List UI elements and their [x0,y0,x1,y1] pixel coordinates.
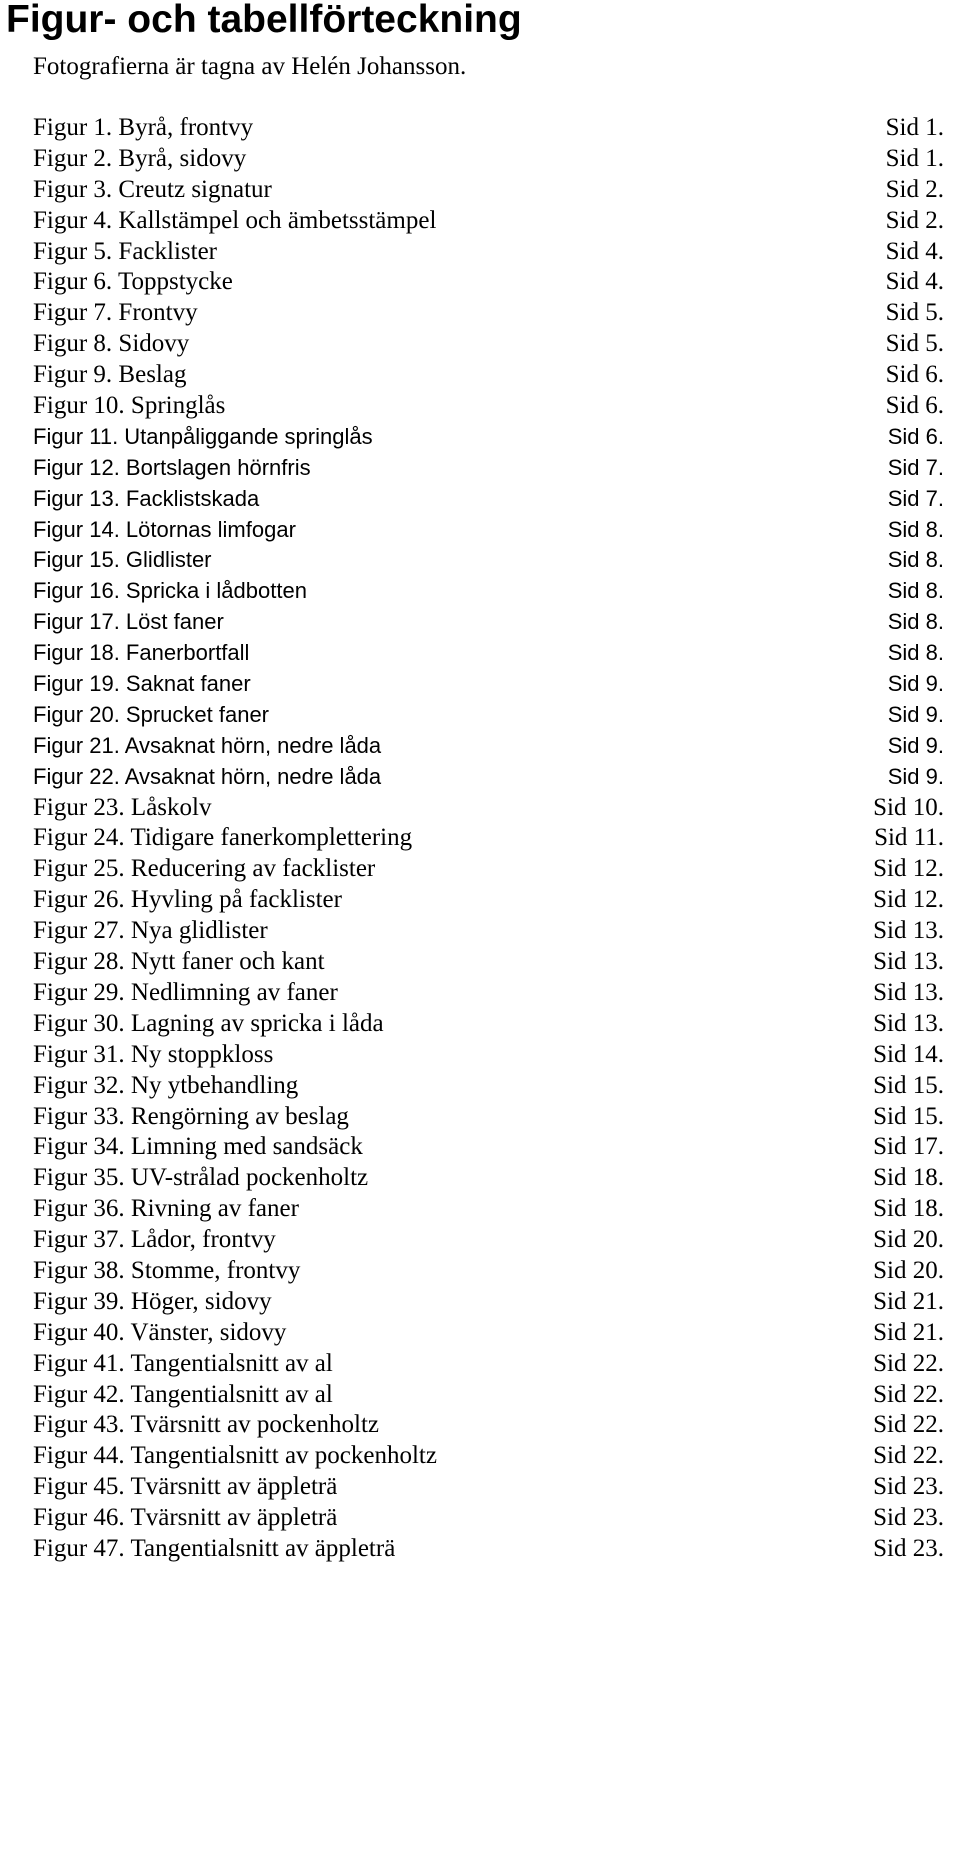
figure-page-number: Sid 23. [873,1473,944,1501]
figure-page-number: Sid 22. [873,1349,944,1377]
figure-label: Figur 6. Toppstycke [33,268,233,296]
figure-label: Figur 31. Ny stoppkloss [33,1040,274,1068]
list-item [0,885,960,916]
list-item [0,237,960,268]
figure-page-number: Sid 1. [885,114,944,141]
list-item [0,947,960,978]
figure-label: Figur 11. Utanpåliggande springlås [33,423,373,449]
figure-page-number: Sid 6. [885,392,944,420]
figure-label: Figur 30. Lagning av spricka i låda [33,1009,384,1037]
figure-label: Figur 16. Spricka i lådbotten [33,578,307,604]
list-item [0,329,960,360]
figure-label: Figur 13. Facklistskada [33,485,260,511]
list-item [0,422,960,453]
figure-label: Figur 41. Tangentialsnitt av al [33,1349,333,1377]
figure-page-number: Sid 12. [873,886,944,914]
list-item [0,1380,960,1411]
list-item [0,638,960,669]
figure-label: Figur 27. Nya glidlister [33,917,268,945]
figure-page-number: Sid 8. [887,516,944,542]
list-item [0,1225,960,1256]
figure-page-number: Sid 2. [885,175,944,203]
list-item [0,1194,960,1225]
figure-label: Figur 12. Bortslagen hörnfris [33,454,311,480]
page-title: Figur- och tabellförteckning [6,0,522,41]
photo-credit-note: Fotografierna är tagna av Helén Johansson. [33,53,467,80]
figure-page-number: Sid 8. [887,640,944,666]
figure-label: Figur 35. UV-strålad pockenholtz [33,1164,369,1192]
figure-page-number: Sid 1. [885,144,944,172]
figure-page-number: Sid 14. [873,1040,944,1068]
figure-page-number: Sid 8. [887,578,944,604]
figure-page-number: Sid 4. [885,237,944,265]
list-item [0,1040,960,1071]
figure-label: Figur 46. Tvärsnitt av äppleträ [33,1504,338,1532]
figure-label: Figur 26. Hyvling på facklister [33,886,342,914]
figure-page-number: Sid 18. [873,1195,944,1223]
list-item [0,360,960,391]
figure-label: Figur 33. Rengörning av beslag [33,1102,349,1130]
list-item [0,1009,960,1040]
list-item [0,515,960,546]
figure-label: Figur 43. Tvärsnitt av pockenholtz [33,1411,380,1439]
list-item [0,298,960,329]
figure-page-number: Sid 5. [885,299,944,327]
figure-label: Figur 34. Limning med sandsäck [33,1133,363,1161]
figure-page-number: Sid 8. [887,547,944,573]
figure-label: Figur 23. Låskolv [33,793,212,821]
figure-label: Figur 22. Avsaknat hörn, nedre låda [33,763,382,789]
figure-page-number: Sid 5. [885,330,944,358]
list-item [0,978,960,1009]
figure-label: Figur 21. Avsaknat hörn, nedre låda [33,732,382,758]
figure-label: Figur 10. Springlås [33,392,226,420]
figure-label: Figur 18. Fanerbortfall [33,640,250,666]
figure-page-number: Sid 9. [887,671,944,697]
list-item [0,484,960,515]
figure-label: Figur 32. Ny ytbehandling [33,1071,299,1099]
figure-page-number: Sid 21. [873,1287,944,1315]
figure-page-number: Sid 4. [885,268,944,296]
figure-label: Figur 19. Saknat faner [33,671,251,697]
list-item [0,391,960,422]
figure-page-number: Sid 23. [873,1504,944,1532]
figure-label: Figur 44. Tangentialsnitt av pockenholtz [33,1442,437,1470]
figure-label: Figur 47. Tangentialsnitt av äppleträ [33,1534,396,1562]
list-item [0,669,960,700]
figure-page-number: Sid 10. [873,793,944,821]
figure-page-number: Sid 13. [873,978,944,1006]
list-item [0,1503,960,1534]
figure-label: Figur 38. Stomme, frontvy [33,1256,301,1284]
figure-page-number: Sid 15. [873,1102,944,1130]
figure-label: Figur 9. Beslag [33,361,187,389]
figure-label: Figur 28. Nytt faner och kant [33,948,325,976]
figure-page-number: Sid 9. [887,732,944,758]
figure-label: Figur 42. Tangentialsnitt av al [33,1380,333,1408]
figure-label: Figur 24. Tidigare fanerkomplettering [33,824,413,852]
figure-page-number: Sid 23. [873,1534,944,1562]
figure-page-number: Sid 6. [885,361,944,389]
figure-page-number: Sid 15. [873,1071,944,1099]
figure-page-number: Sid 6. [887,423,944,449]
list-item [0,793,960,824]
figure-page-number: Sid 12. [873,855,944,883]
figure-label: Figur 36. Rivning av faner [33,1195,299,1223]
list-item [0,267,960,298]
figure-page-number: Sid 22. [873,1411,944,1439]
list-item [0,854,960,885]
list-item [0,144,960,175]
list-item [0,1071,960,1102]
list-item [0,916,960,947]
list-item [0,731,960,762]
figure-page-number: Sid 20. [873,1256,944,1284]
figure-label: Figur 39. Höger, sidovy [33,1287,272,1315]
list-item [0,1410,960,1441]
list-item [0,823,960,854]
figure-label: Figur 45. Tvärsnitt av äppleträ [33,1473,338,1501]
figure-label: Figur 8. Sidovy [33,330,190,358]
list-item [0,1132,960,1163]
figure-label: Figur 3. Creutz signatur [33,175,272,203]
figure-label: Figur 7. Frontvy [33,299,198,327]
figure-page-number: Sid 13. [873,948,944,976]
list-item [0,545,960,576]
list-item [0,206,960,237]
figure-page-number: Sid 2. [885,206,944,234]
list-item [0,1256,960,1287]
figure-label: Figur 15. Glidlister [33,547,212,573]
figure-list [0,113,960,1565]
list-item [0,1441,960,1472]
figure-label: Figur 37. Lådor, frontvy [33,1226,276,1254]
figure-page-number: Sid 17. [873,1133,944,1161]
figure-page-number: Sid 9. [887,763,944,789]
list-item [0,453,960,484]
list-item [0,1163,960,1194]
list-item [0,1287,960,1318]
figure-page-number: Sid 20. [873,1226,944,1254]
figure-page-number: Sid 11. [874,824,944,852]
figure-page-number: Sid 22. [873,1442,944,1470]
list-item [0,700,960,731]
list-item [0,1534,960,1565]
list-item [0,607,960,638]
figure-label: Figur 4. Kallstämpel och ämbetsstämpel [33,206,437,234]
figure-page-number: Sid 9. [887,701,944,727]
list-item [0,576,960,607]
figure-label: Figur 25. Reducering av facklister [33,855,376,883]
figure-label: Figur 20. Sprucket faner [33,701,270,727]
figure-label: Figur 40. Vänster, sidovy [33,1318,287,1346]
figure-page-number: Sid 8. [887,609,944,635]
list-item [0,762,960,793]
figure-label: Figur 1. Byrå, frontvy [33,114,254,141]
figure-label: Figur 2. Byrå, sidovy [33,144,247,172]
figure-label: Figur 5. Facklister [33,237,218,265]
figure-page-number: Sid 7. [887,454,944,480]
figure-label: Figur 17. Löst faner [33,609,224,635]
figure-label: Figur 29. Nedlimning av faner [33,978,338,1006]
figure-page-number: Sid 18. [873,1164,944,1192]
list-item [0,1318,960,1349]
figure-page-number: Sid 21. [873,1318,944,1346]
figure-page-number: Sid 22. [873,1380,944,1408]
list-item [0,1472,960,1503]
list-item [0,1349,960,1380]
figure-page-number: Sid 13. [873,917,944,945]
figure-page-number: Sid 13. [873,1009,944,1037]
list-item [0,113,960,144]
figure-label: Figur 14. Lötornas limfogar [33,516,296,542]
figure-page-number: Sid 7. [887,485,944,511]
list-item [0,1102,960,1133]
list-item [0,175,960,206]
